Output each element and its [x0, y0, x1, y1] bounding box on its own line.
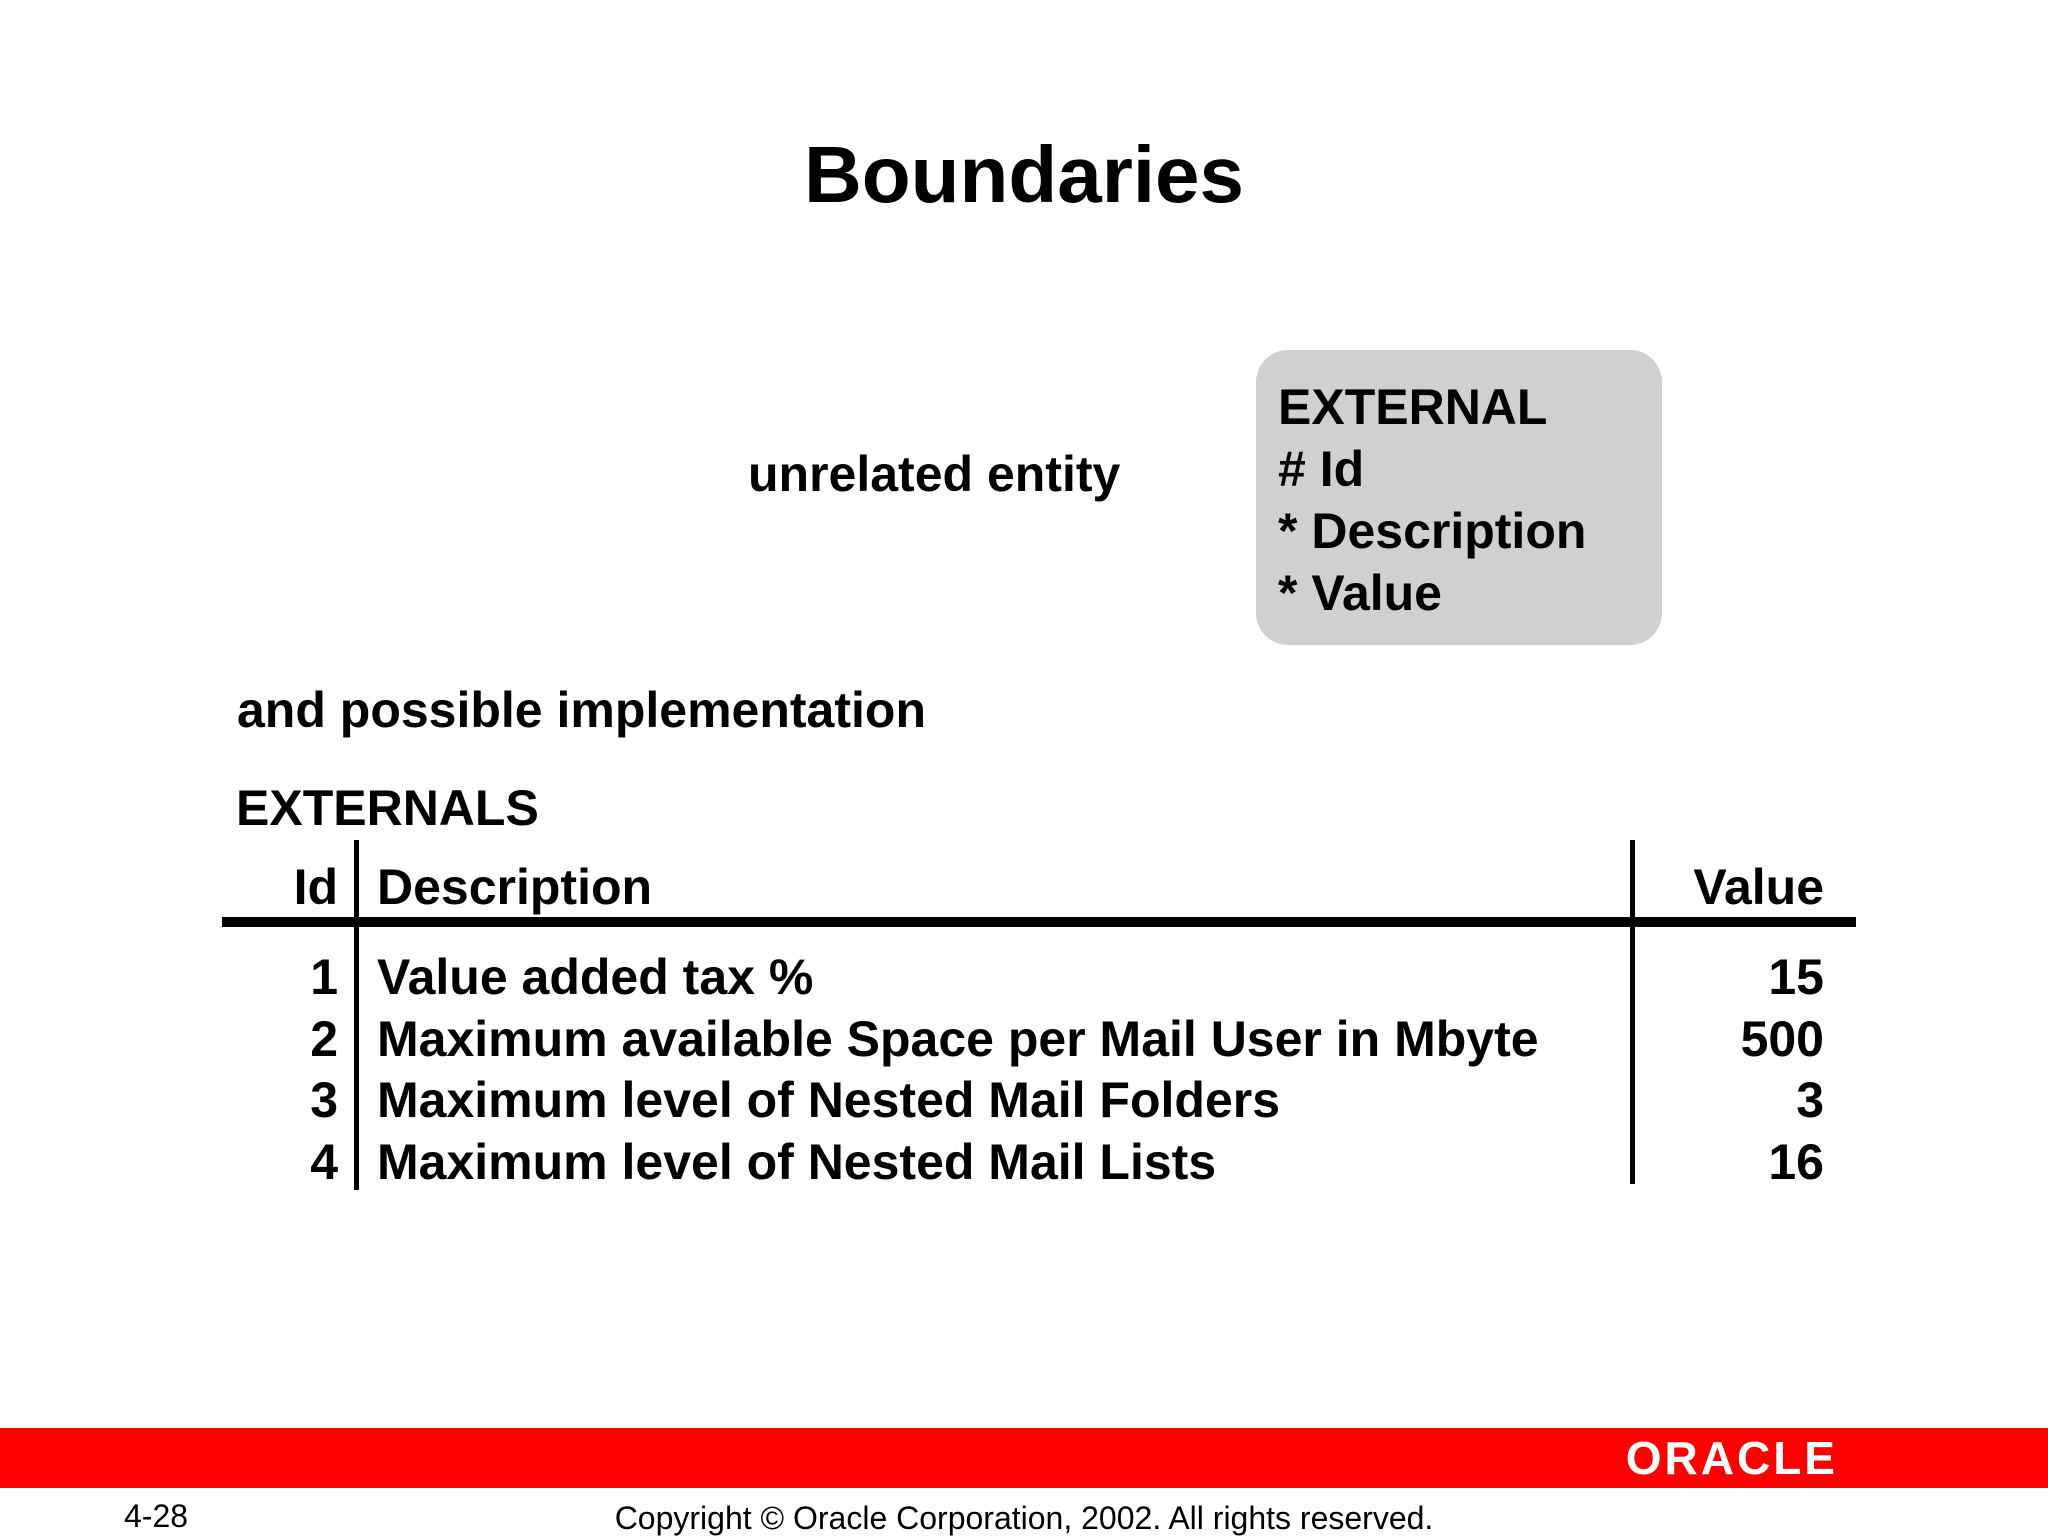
column-header-value: Value	[1693, 859, 1824, 915]
entity-caption: unrelated entity	[748, 446, 1121, 502]
row-3-id: 3	[310, 1072, 338, 1128]
header-rule	[222, 917, 1856, 927]
row-4-value: 16	[1768, 1134, 1824, 1190]
row-3-description: Maximum level of Nested Mail Folders	[377, 1072, 1281, 1128]
row-1-description: Value added tax %	[377, 949, 814, 1005]
row-2-description: Maximum available Space per Mail User in Mbyte	[377, 1011, 1539, 1067]
oracle-logo: ORACLE	[1625, 1432, 1838, 1484]
row-1-value: 15	[1768, 949, 1824, 1005]
page-number: 4-28	[124, 1498, 189, 1534]
copyright-notice: Copyright © Oracle Corporation, 2002. All rights reserved.	[614, 1500, 1434, 1536]
entity-attribute-id: # Id	[1278, 441, 1365, 497]
id-column-divider	[354, 840, 359, 1190]
entity-name: EXTERNAL	[1278, 379, 1548, 435]
slide-title: Boundaries	[803, 130, 1245, 219]
table-name: EXTERNALS	[236, 780, 539, 836]
entity-attribute-value: * Value	[1278, 565, 1442, 621]
row-1-id: 1	[310, 949, 338, 1005]
column-header-description: Description	[377, 859, 653, 915]
entity-box	[1256, 350, 1662, 645]
row-4-id: 4	[310, 1134, 338, 1190]
row-2-id: 2	[310, 1011, 338, 1067]
column-header-id: Id	[293, 859, 338, 915]
row-3-value: 3	[1796, 1072, 1824, 1128]
row-4-description: Maximum level of Nested Mail Lists	[377, 1134, 1217, 1190]
value-column-divider	[1630, 840, 1635, 1184]
implementation-caption: and possible implementation	[237, 682, 926, 738]
row-2-value: 500	[1740, 1011, 1824, 1067]
entity-attribute-description: * Description	[1278, 503, 1587, 559]
